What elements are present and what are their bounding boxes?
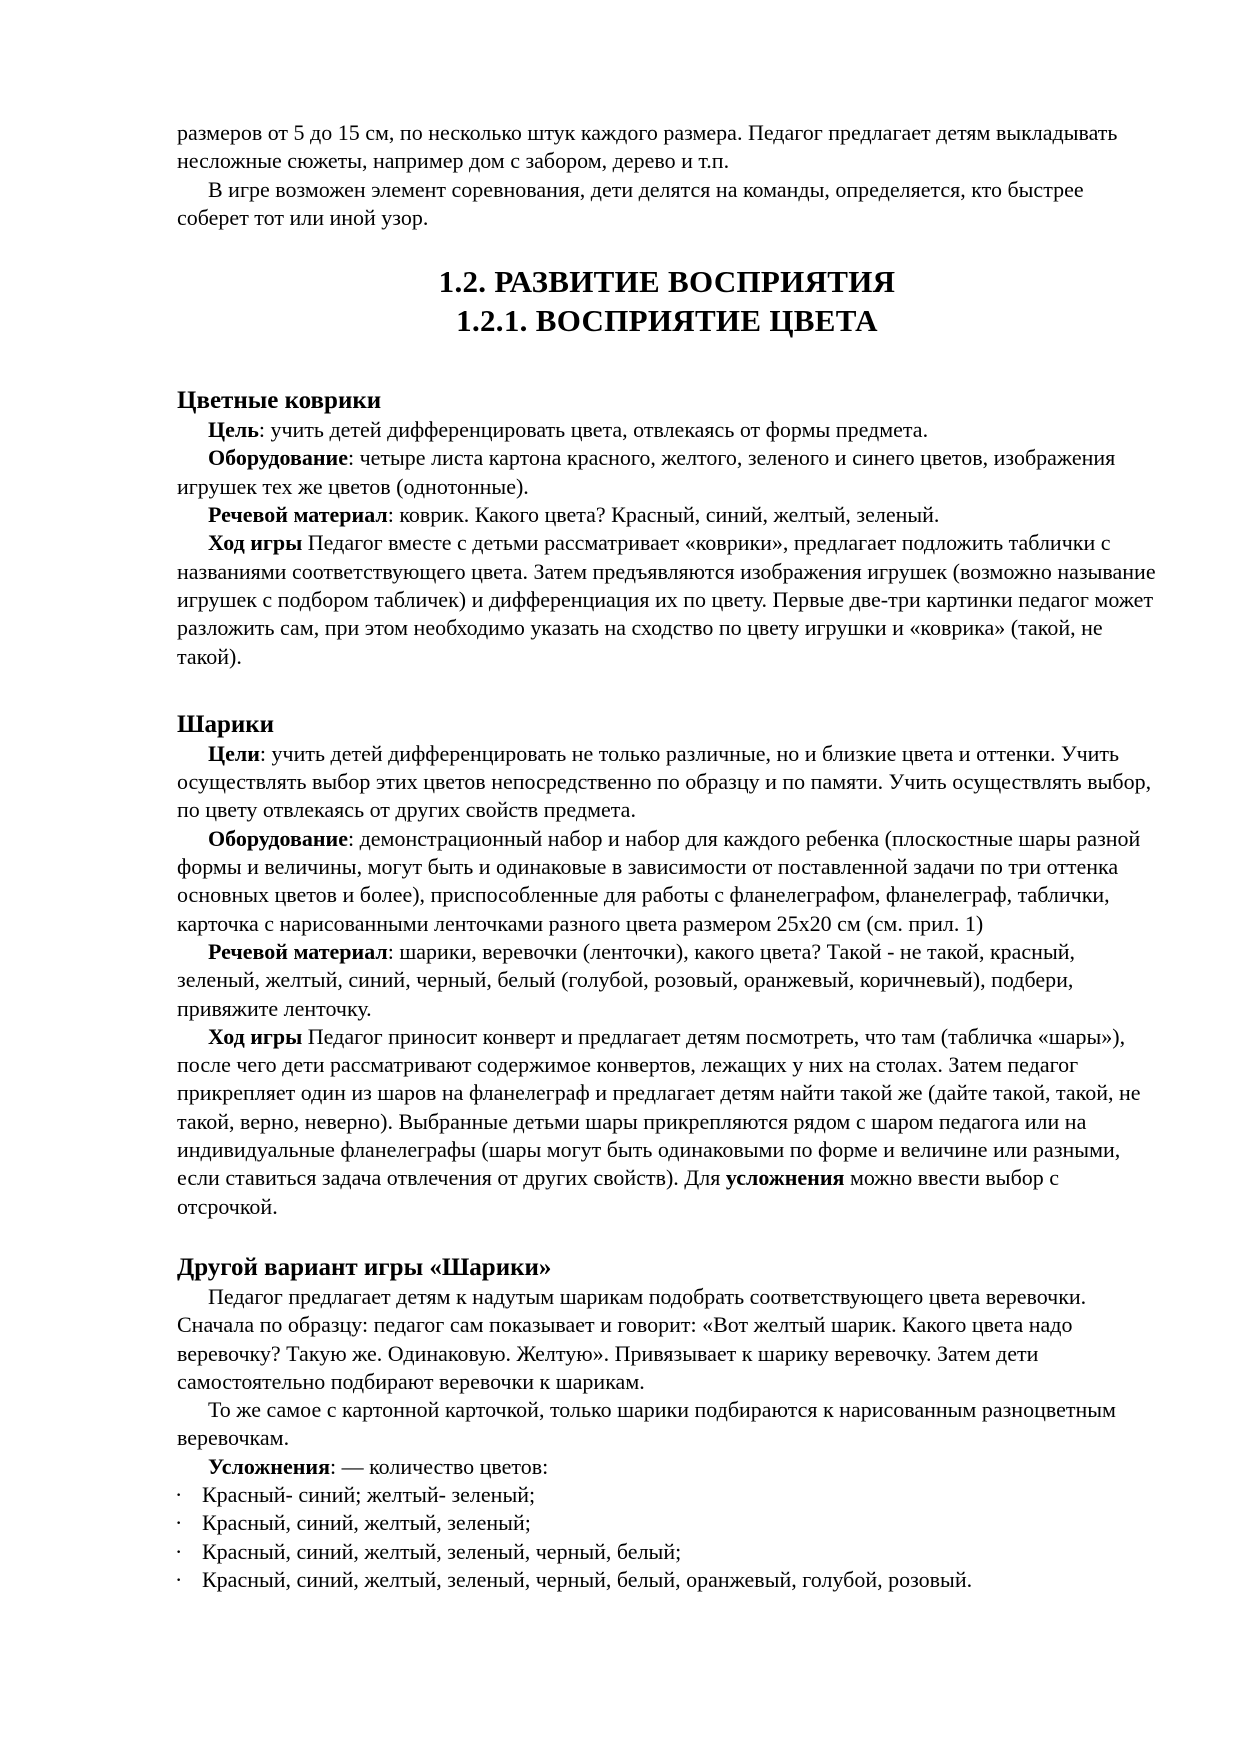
section-balloons: [177, 710, 1157, 1221]
list-item-text: Красный, синий, желтый, зеленый;: [202, 1510, 531, 1536]
complication-word: усложнения: [725, 1165, 845, 1191]
equipment-text: : четыре листа картона красного, желтого, зеленого и синего цветов, изображения игрушек тех же цветов (однотонные).: [177, 445, 1116, 499]
chapter-headings: [177, 262, 1157, 340]
speech-label: Речевой материал: [208, 502, 388, 528]
equipment-label: Оборудование: [208, 825, 348, 851]
course-label: Ход игры: [208, 1023, 303, 1049]
variant-paragraph-2: То же самое с картонной карточкой, только шарики подбираются к нарисованным разноцветным веревочкам.: [177, 1397, 1116, 1451]
variant-paragraph-1: Педагог предлагает детям к надутым шарикам подобрать соответствующего цвета веревочки. Сначала по образцу: педагог сам показывает и говорит: «Вот желтый шарик. Какого цвета надо веревочку? Такую же. Одинаковую. Желтую». Привязывает к шарику веревочку. Затем дети самостоятельно подбирают веревочки к шарикам.: [177, 1283, 1087, 1394]
bullet-icon: ·: [175, 1510, 183, 1536]
course-paragraph: [177, 1023, 1157, 1221]
page-content: [177, 119, 1157, 1594]
speech-text: : шарики, веревочки (ленточки), какого цвета? Такой - не такой, красный, зеленый, желтый, синий, черный, белый (голубой, розовый, оранжевый, коричневый), подбери, привяжите ленточку.: [177, 938, 1075, 1021]
list-item: [175, 1481, 1157, 1509]
list-item: [175, 1538, 1157, 1566]
speech-label: Речевой материал: [208, 938, 388, 964]
goal-label: Цель: [208, 417, 259, 443]
list-item-text: Красный- синий; желтый- зеленый;: [202, 1481, 536, 1507]
section-title: Другой вариант игры «Шарики»: [177, 1253, 552, 1281]
goals-label: Цели: [208, 740, 260, 766]
section-title: Шарики: [177, 710, 275, 738]
complications-paragraph: [177, 1453, 1157, 1481]
bullet-icon: ·: [175, 1481, 183, 1507]
list-item-text: Красный, синий, желтый, зеленый, черный, белый, оранжевый, голубой, розовый.: [202, 1566, 973, 1592]
equipment-paragraph: [177, 444, 1157, 501]
list-item: [175, 1566, 1157, 1594]
list-item-text: Красный, синий, желтый, зеленый, черный, белый;: [202, 1538, 682, 1564]
complications-label: Усложнения: [208, 1453, 330, 1479]
speech-text: : коврик. Какого цвета? Красный, синий, желтый, зеленый.: [387, 502, 940, 528]
goals-text: : учить детей дифференцировать не только различные, но и близкие цвета и оттенки. Учить осуществлять выбор этих цветов непосредственно по образцу и по памяти. Учить осуществлять выбор, по цвету отвлекаясь от других свойств предмета.: [177, 740, 1152, 823]
speech-paragraph: [177, 938, 1157, 1023]
course-end: можно ввести выбор с отсрочкой.: [177, 1165, 1060, 1219]
section-title: Цветные коврики: [177, 387, 382, 415]
section-balloons-variant: [177, 1253, 1157, 1594]
section-color-mats: [177, 386, 1157, 671]
equipment-text: : демонстрационный набор и набор для каждого ребенка (плоскостные шары разной формы и величины, могут быть и одинаковые в зависимости от поставленной задачи по три оттенка основных цветов и более), приспособленные для работы с фланелеграфом, фланелеграф, таблички, карточка с нарисованными ленточками разного цвета размером 25х20 см (см. прил. 1): [177, 825, 1141, 936]
speech-paragraph: [177, 501, 1157, 529]
intro-paragraph-1: размеров от 5 до 15 см, по несколько штук каждого размера. Педагог предлагает детям выкладывать несложные сюжеты, например дом с забором, дерево и т.п.: [177, 120, 1118, 174]
section-heading: 1.2.1. ВОСПРИЯТИЕ ЦВЕТА: [456, 303, 878, 339]
goal-paragraph: [177, 416, 1157, 444]
course-text: Педагог приносит конверт и предлагает детям посмотреть, что там (табличка «шары»), после чего дети рассматривают содержимое конвертов, лежащих у них на столах. Затем педагог прикрепляет один из шаров на фланелеграф и предлагает детям найти такой же (дайте такой, такой, не такой, верно, неверно). Выбранные детьми шары прикрепляются рядом с шаром педагога или на индивидуальные фланелеграфы (шары могут быть одинаковыми по форме и величине или разными, если ставиться задача отвлечения от других свойств). Для: [177, 1023, 1141, 1191]
chapter-heading: 1.2. РАЗВИТИЕ ВОСПРИЯТИЯ: [438, 264, 896, 300]
bullet-icon: ·: [175, 1538, 183, 1564]
equipment-paragraph: [177, 825, 1157, 938]
color-list: [177, 1481, 1157, 1594]
complications-text: : — количество цветов:: [329, 1453, 549, 1479]
equipment-label: Оборудование: [208, 445, 348, 471]
course-text: Педагог вместе с детьми рассматривает «коврики», предлагает подложить таблички с названиями соответствующего цвета. Затем предъявляются изображения игрушек (возможно называние игрушек с подбором табличек) и дифференциация их по цвету. Первые две-три картинки педагог может разложить сам, при этом необходимо указать на сходство по цвету игрушки и «коврика» (такой, не такой).: [177, 530, 1156, 669]
intro-paragraph-2: В игре возможен элемент соревнования, дети делятся на команды, определяется, кто быстрее соберет тот или иной узор.: [177, 176, 1084, 230]
goals-paragraph: [177, 740, 1157, 825]
goal-text: : учить детей дифференцировать цвета, отвлекаясь от формы предмета.: [258, 417, 929, 443]
bullet-icon: ·: [175, 1566, 183, 1592]
course-label: Ход игры: [208, 530, 303, 556]
list-item: [175, 1509, 1157, 1537]
course-paragraph: [177, 529, 1157, 670]
